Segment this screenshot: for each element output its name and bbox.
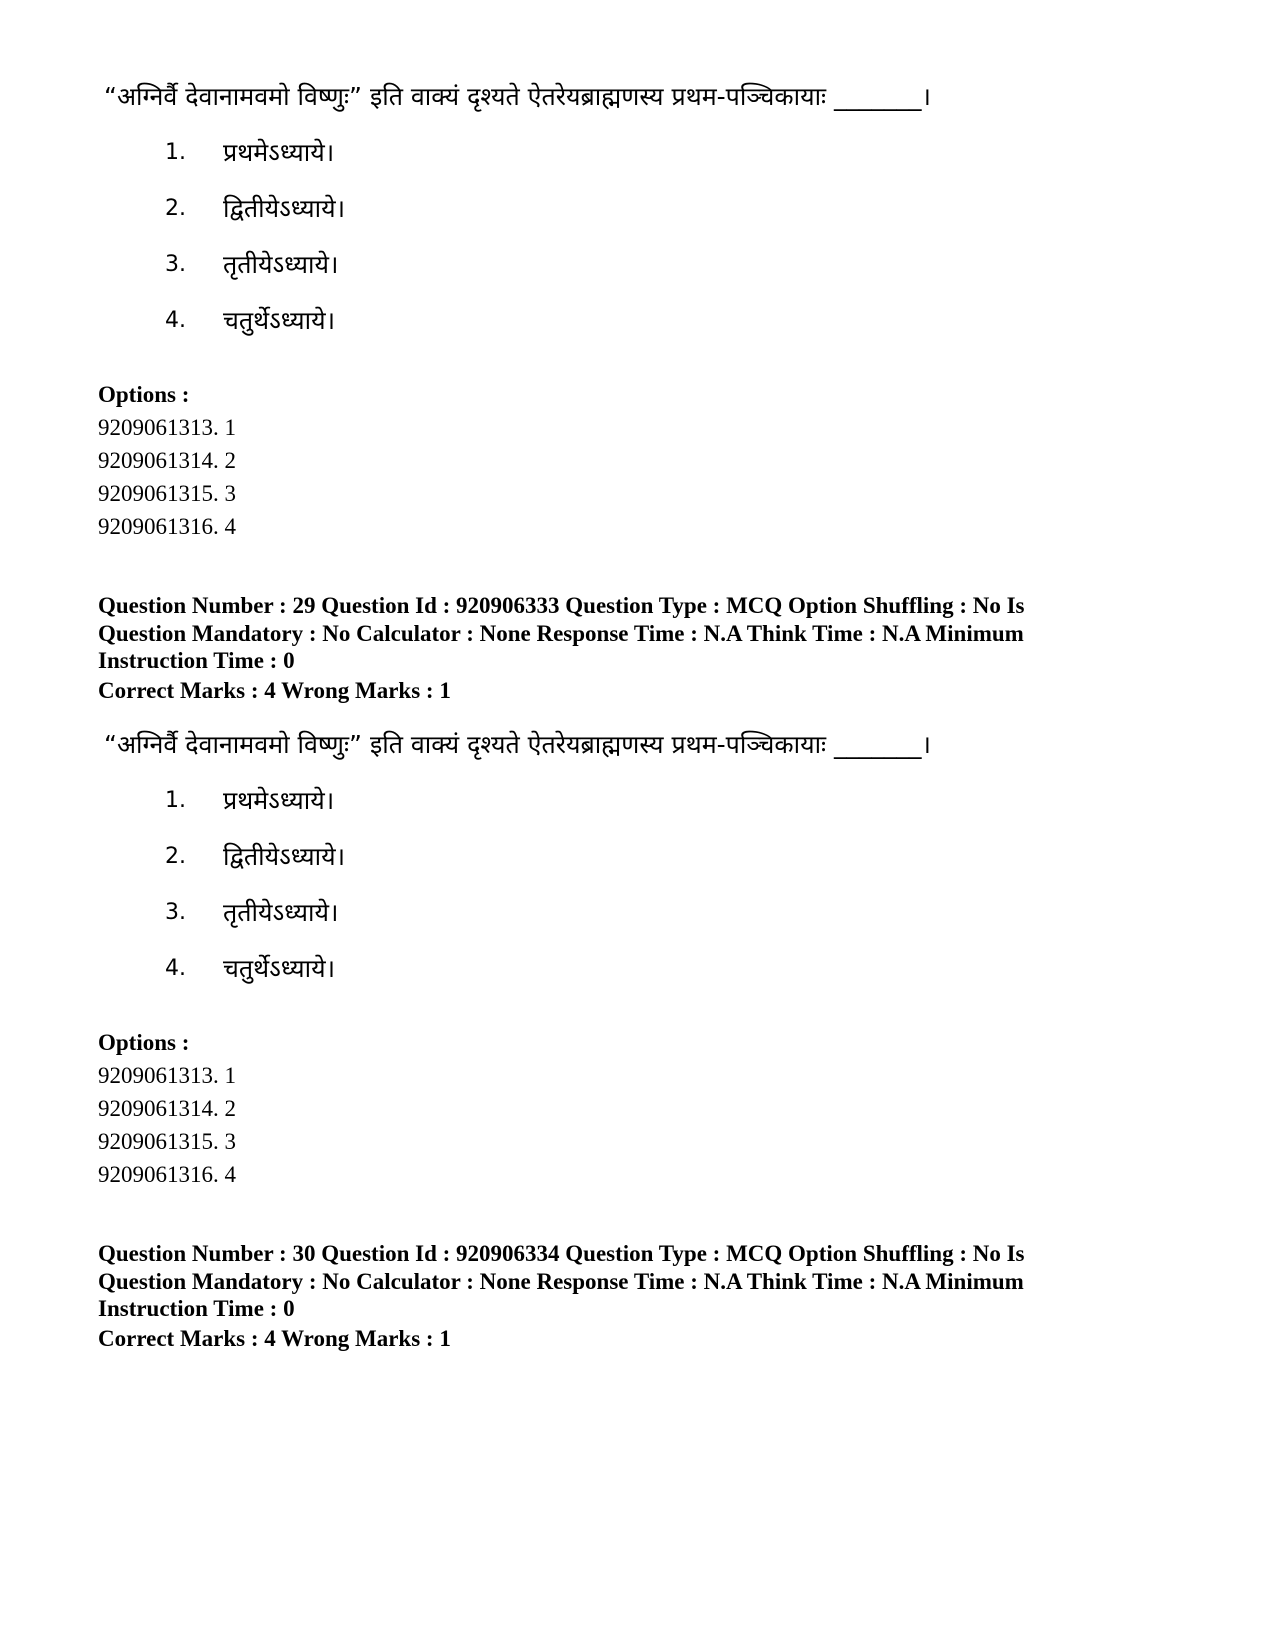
choice-text: तृतीयेऽध्याये। [223,898,339,927]
options-heading: Options : [98,382,190,407]
question-meta: Question Number : 29 Question Id : 920906333 Question Type : MCQ Option Shuffling : No Is Question Mandatory : No Calculator : None Response Time : N.A Think Time : N.A Minimum Instruction Time : 0 [98,593,1025,673]
choice-text: तृतीयेऽध्याये। [223,250,339,279]
choice-text: चतुर्थेऽध्याये। [223,954,336,983]
choice-number: 1. [165,788,186,813]
option-row: 9209061315. 3 [98,1129,236,1154]
question-meta: Question Number : 30 Question Id : 920906334 Question Type : MCQ Option Shuffling : No Is Question Mandatory : No Calculator : None Response Time : N.A Think Time : N.A Minimum Instruction Time : 0 [98,1241,1025,1321]
choice-number: 3. [165,252,186,277]
option-row: 9209061313. 1 [98,1063,236,1088]
option-row: 9209061314. 2 [98,1096,236,1121]
choice-number: 4. [165,956,186,981]
choice-number: 2. [165,844,186,869]
question-stem: “अग्निर्वै देवानामवमो विष्णुः” इति वाक्यं दृश्यते ऐतरेयब्राह्मणस्य प्रथम-पञ्चिकायाः _______। [104,730,932,759]
choice-text: चतुर्थेऽध्याये। [223,306,336,335]
option-row: 9209061314. 2 [98,448,236,473]
choice-number: 1. [165,140,186,165]
question-stem: “अग्निर्वै देवानामवमो विष्णुः” इति वाक्यं दृश्यते ऐतरेयब्राह्मणस्य प्रथम-पञ्चिकायाः _______। [104,82,932,111]
option-row: 9209061315. 3 [98,481,236,506]
choice-number: 3. [165,900,186,925]
choice-text: प्रथमेऽध्याये। [223,138,335,167]
choice-text: प्रथमेऽध्याये। [223,786,335,815]
choice-text: द्वितीयेऽध्याये। [223,194,346,223]
choice-text: द्वितीयेऽध्याये। [223,842,346,871]
choice-number: 4. [165,308,186,333]
question-marks: Correct Marks : 4 Wrong Marks : 1 [98,1326,451,1351]
question-marks: Correct Marks : 4 Wrong Marks : 1 [98,678,451,703]
option-row: 9209061313. 1 [98,415,236,440]
option-row: 9209061316. 4 [98,514,236,539]
option-row: 9209061316. 4 [98,1162,236,1187]
options-heading: Options : [98,1030,190,1055]
choice-number: 2. [165,196,186,221]
